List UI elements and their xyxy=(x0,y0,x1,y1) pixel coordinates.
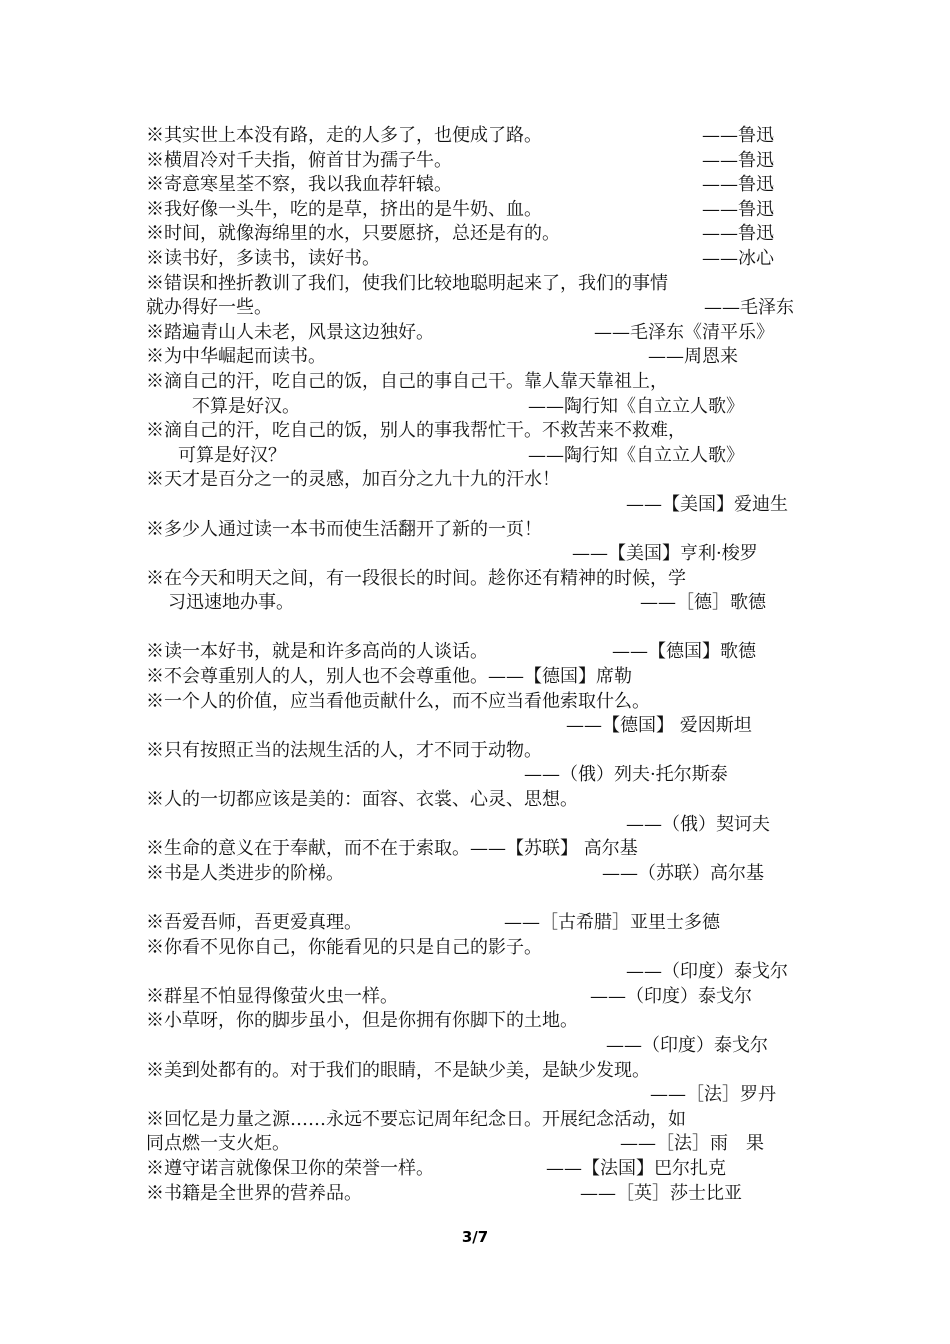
quote-line xyxy=(146,690,810,715)
quote-author: ——［英］莎士比亚 xyxy=(580,1182,742,1204)
quote-text: ※我好像一头牛，吃的是草，挤出的是牛奶、血。 xyxy=(146,198,542,220)
quote-line xyxy=(146,837,810,862)
quote-line xyxy=(146,1132,810,1157)
quote-author: ——【德国】 爱因斯坦 xyxy=(566,715,752,737)
quote-line xyxy=(146,665,810,690)
quote-author: ——（印度）泰戈尔 xyxy=(626,961,788,983)
quote-author: ——鲁迅 xyxy=(702,125,774,146)
quote-author: ——【美国】亨利·梭罗 xyxy=(572,543,758,565)
quote-line xyxy=(146,813,810,838)
quote-text: ※读一本好书，就是和许多高尚的人谈话。 xyxy=(146,641,488,663)
quote-line xyxy=(146,1182,810,1207)
quote-text: ※你看不见你自己，你能看见的只是自己的影子。 xyxy=(146,936,542,958)
quote-line xyxy=(146,542,810,567)
quote-line xyxy=(146,714,810,739)
blank-line xyxy=(146,616,810,641)
quote-line xyxy=(146,518,810,543)
page-number: 3/7 xyxy=(461,1228,489,1246)
quote-text: ※书是人类进步的阶梯。 xyxy=(146,862,344,884)
quote-line xyxy=(146,468,810,493)
quote-line xyxy=(146,567,810,592)
quote-line xyxy=(146,1157,810,1182)
quote-text: ※时间，就像海绵里的水，只要愿挤，总还是有的。 xyxy=(146,223,560,245)
quote-text: ※在今天和明天之间，有一段很长的时间。趁你还有精神的时候，学 xyxy=(146,567,686,589)
quote-line xyxy=(146,296,810,321)
quote-text: 不算是好汉。 xyxy=(192,395,300,417)
quote-line xyxy=(146,591,810,616)
quote-author: ——【美国】爱迪生 xyxy=(626,493,788,515)
quote-line xyxy=(146,1083,810,1108)
quote-author: ——鲁迅 xyxy=(702,149,774,171)
quote-text: 可算是好汉？ xyxy=(178,444,286,466)
quote-text: 习迅速地办事。 xyxy=(168,592,294,614)
quote-author: ——陶行知《自立立人歌》 xyxy=(528,395,744,417)
quote-line xyxy=(146,493,810,518)
quote-text: ※群星不怕显得像萤火虫一样。 xyxy=(146,985,398,1007)
quote-line xyxy=(146,173,810,198)
quote-line xyxy=(146,985,810,1010)
quote-author: ——［法］罗丹 xyxy=(650,1084,776,1106)
quote-author: ——［古希腊］亚里士多德 xyxy=(504,912,720,933)
quote-line xyxy=(146,1009,810,1034)
quote-author: ——（苏联）高尔基 xyxy=(602,862,764,884)
quote-author: ——毛泽东 xyxy=(704,297,794,319)
quote-line xyxy=(146,222,810,247)
quote-line xyxy=(146,739,810,764)
quote-line xyxy=(146,444,810,469)
quote-text: ※错误和挫折教训了我们，使我们比较地聪明起来了，我们的事情 xyxy=(146,272,668,294)
quote-author: ——［法］雨 果 xyxy=(620,1133,764,1155)
quote-line xyxy=(146,247,810,272)
quote-text: ※生命的意义在于奉献，而不在于索取。——【苏联】 高尔基 xyxy=(146,838,638,860)
quote-line xyxy=(146,345,810,370)
quote-author: ——鲁迅 xyxy=(702,174,774,196)
quote-author: ——（俄）列夫·托尔斯泰 xyxy=(524,764,728,786)
quote-text: ※一个人的价值，应当看他贡献什么，而不应当看他索取什么。 xyxy=(146,690,650,712)
quote-text: ※踏遍青山人未老，风景这边独好。 xyxy=(146,321,434,343)
quote-author: ——鲁迅 xyxy=(702,223,774,245)
quote-author: ——【法国】巴尔扎克 xyxy=(546,1157,726,1179)
quote-line xyxy=(146,960,810,985)
quote-line xyxy=(146,395,810,420)
quote-text: ※不会尊重别人的人，别人也不会尊重他。——【德国】席勒 xyxy=(146,666,632,688)
quote-text: ※读书好，多读书，读好书。 xyxy=(146,247,380,269)
quote-text: ※人的一切都应该是美的：面容、衣裳、心灵、思想。 xyxy=(146,789,578,811)
quote-line xyxy=(146,1034,810,1059)
quote-text: ※美到处都有的。对于我们的眼睛，不是缺少美，是缺少发现。 xyxy=(146,1059,650,1081)
quote-line xyxy=(146,198,810,223)
quote-text: ※其实世上本没有路，走的人多了，也便成了路。 xyxy=(146,125,542,146)
quote-line xyxy=(146,124,810,149)
quote-list xyxy=(146,124,810,1206)
quote-author: ——（印度）泰戈尔 xyxy=(590,985,752,1007)
quote-text: 同点燃一支火炬。 xyxy=(146,1133,290,1155)
quote-text: ※回忆是力量之源……永远不要忘记周年纪念日。开展纪念活动，如 xyxy=(146,1108,686,1130)
quote-text: ※滴自己的汗，吃自己的饭，别人的事我帮忙干。不救苦来不救难， xyxy=(146,420,686,442)
quote-line xyxy=(146,788,810,813)
quote-author: ——毛泽东《清平乐》 xyxy=(594,321,774,343)
quote-author: ——冰心 xyxy=(702,247,774,269)
quote-line xyxy=(146,272,810,297)
quote-author: ——（印度）泰戈尔 xyxy=(606,1034,768,1056)
quote-text: ※多少人通过读一本书而使生活翻开了新的一页！ xyxy=(146,518,542,540)
quote-line xyxy=(146,911,810,936)
quote-line xyxy=(146,149,810,174)
quote-author: ——陶行知《自立立人歌》 xyxy=(528,444,744,466)
quote-text: ※只有按照正当的法规生活的人，才不同于动物。 xyxy=(146,739,542,761)
blank-line xyxy=(146,886,810,911)
quote-author: ——［德］歌德 xyxy=(640,592,766,614)
quote-line xyxy=(146,936,810,961)
quote-line xyxy=(146,763,810,788)
quote-author: ——周恩来 xyxy=(648,346,738,368)
quote-author: ——（俄）契诃夫 xyxy=(626,813,770,835)
quote-text: ※横眉冷对千夫指，俯首甘为孺子牛。 xyxy=(146,149,452,171)
quote-line xyxy=(146,370,810,395)
quote-line xyxy=(146,640,810,665)
quote-text: ※遵守诺言就像保卫你的荣誉一样。 xyxy=(146,1157,434,1179)
quote-text: ※天才是百分之一的灵感，加百分之九十九的汗水！ xyxy=(146,469,560,491)
quote-line xyxy=(146,419,810,444)
quote-text: ※小草呀，你的脚步虽小，但是你拥有你脚下的土地。 xyxy=(146,1010,578,1032)
quote-text: ※书籍是全世界的营养品。 xyxy=(146,1182,362,1204)
quote-text: 就办得好一些。 xyxy=(146,297,272,319)
quote-author: ——【德国】歌德 xyxy=(612,641,756,663)
quote-text: ※滴自己的汗，吃自己的饭，自己的事自己干。靠人靠天靠祖上， xyxy=(146,370,668,392)
quote-line xyxy=(146,1108,810,1133)
quote-text: ※寄意寒星荃不察，我以我血荐轩辕。 xyxy=(146,174,452,196)
quote-line xyxy=(146,1059,810,1084)
quote-line xyxy=(146,321,810,346)
quote-line xyxy=(146,862,810,887)
quote-author: ——鲁迅 xyxy=(702,198,774,220)
quote-text: ※为中华崛起而读书。 xyxy=(146,346,326,368)
quote-text: ※吾爱吾师，吾更爱真理。 xyxy=(146,912,362,933)
